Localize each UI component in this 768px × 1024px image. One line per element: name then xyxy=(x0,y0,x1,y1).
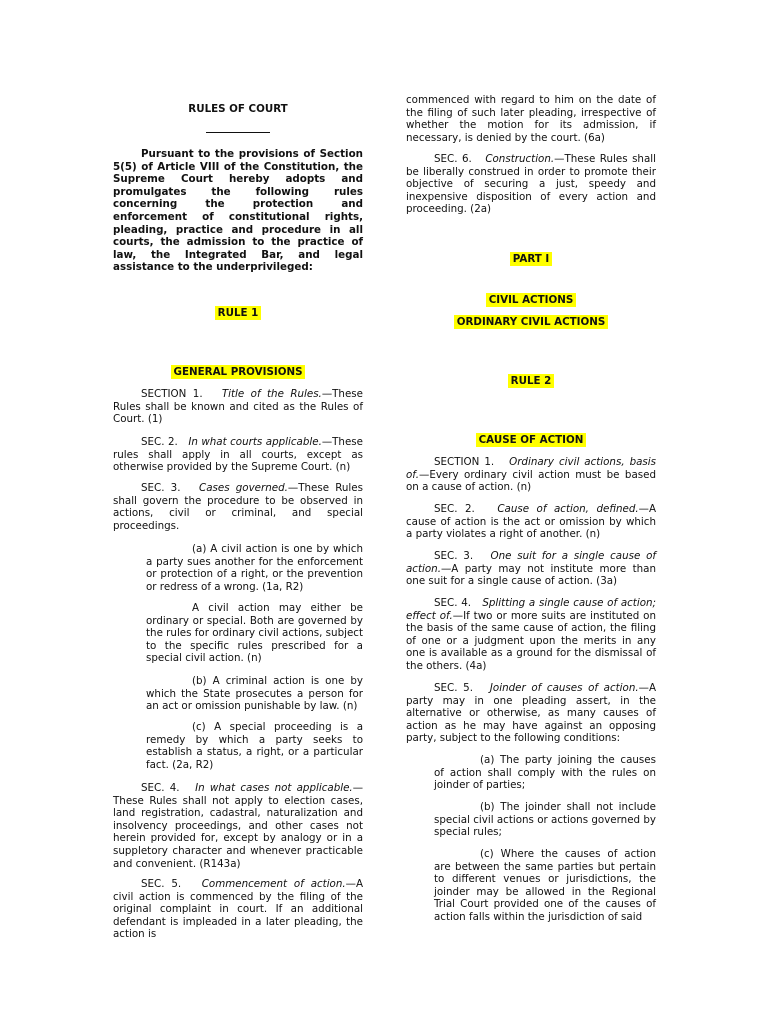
section-6-paragraph: SEC. 6. Construction.—These Rules shall be liberally construed in order to promote their objective of securing a just, speedy and inexpensive disposition of every action and proceeding. (2a) xyxy=(406,153,656,216)
rule-2-section-5-paragraph: SEC. 5. Joinder of causes of action.—A party may in one pleading assert, in the alternative or otherwise, as many causes of action as he may have against an opposing party, subject to the following conditions: xyxy=(406,682,656,745)
section-3-b-paragraph: (b) A criminal action is one by which the State prosecutes a person for an act or omission punishable by law. (n) xyxy=(146,675,363,713)
section-5-continuation: commenced with regard to him on the date of the filing of such later pleading, irrespective of whether the motion for its admission, if necessary, is denied by the court. (6a) xyxy=(406,94,656,144)
civil-actions-heading: CIVIL ACTIONS xyxy=(406,294,656,307)
section-1-paragraph: SECTION 1. Title of the Rules.—These Rules shall be known and cited as the Rules of Court. (1) xyxy=(113,388,363,426)
rule-2-section-3-paragraph: SEC. 3. One suit for a single cause of action.—A party may not institute more than one suit for a single cause of action. (3a) xyxy=(406,550,657,588)
section-3-a-paragraph: (a) A civil action is one by which a party sues another for the enforcement or protection of a right, or the prevention or redress of a wrong. (1a, R2) xyxy=(146,543,363,593)
rule-2-section-5-a-paragraph: (a) The party joining the causes of action shall comply with the rules on joinder of parties; xyxy=(434,754,656,792)
intro-paragraph: Pursuant to the provisions of Section 5(5) of Article VIII of the Constitution, the Supreme Court hereby adopts and promulgates the following rules concerning the protection and enforcement of constitutional rights, pleading, practice and procedure in all courts, the admission to the practice of law, the Integrated Bar, and legal assistance to the underprivileged: xyxy=(113,148,363,274)
section-3-paragraph: SEC. 3. Cases governed.—These Rules shall govern the procedure to be observed in actions, civil or criminal, and special proceedings. xyxy=(113,482,363,532)
part-1-heading: PART I xyxy=(406,253,656,266)
rule-2-section-5-b-paragraph: (b) The joinder shall not include special civil actions or actions governed by special rules; xyxy=(434,801,656,839)
general-provisions-heading: GENERAL PROVISIONS xyxy=(113,366,363,379)
ordinary-civil-actions-heading: ORDINARY CIVIL ACTIONS xyxy=(406,316,656,329)
section-3-a-continued-paragraph: A civil action may either be ordinary or special. Both are governed by the rules for ordinary civil actions, subject to the specific rules prescribed for a special civil action. (n) xyxy=(146,602,363,665)
title-underline xyxy=(113,126,363,139)
rule-2-section-2-paragraph: SEC. 2. Cause of action, defined.—A cause of action is the act or omission by which a party violates a right of another. (n) xyxy=(406,503,656,541)
rule-2-section-1-paragraph: SECTION 1. Ordinary civil actions, basis of.—Every ordinary civil action must be based on a cause of action. (n) xyxy=(406,456,657,494)
section-3-c-paragraph: (c) A special proceeding is a remedy by which a party seeks to establish a status, a right, or a particular fact. (2a, R2) xyxy=(146,721,363,771)
rule-2-heading: RULE 2 xyxy=(406,375,656,388)
rule-2-section-5-c-paragraph: (c) Where the causes of action are between the same parties but pertain to different venues or jurisdictions, the joinder may be allowed in the Regional Trial Court provided one of the causes of action falls within the jurisdiction of said xyxy=(434,848,656,923)
rule-2-section-4-paragraph: SEC. 4. Splitting a single cause of action; effect of.—If two or more suits are instituted on the basis of the same cause of action, the filing of one or a judgment upon the merits in any one is available as a ground for the dismissal of the others. (4a) xyxy=(406,597,657,672)
section-4-paragraph: SEC. 4. In what cases not applicable.—These Rules shall not apply to election cases, land registration, cadastral, naturalization and insolvency proceedings, and other cases not herein provided for, except by analogy or in a suppletory character and whenever practicable and convenient. (R143a) xyxy=(113,782,363,870)
section-2-paragraph: SEC. 2. In what courts applicable.—These rules shall apply in all courts, except as otherwise provided by the Supreme Court. (n) xyxy=(113,436,363,474)
cause-of-action-heading: CAUSE OF ACTION xyxy=(406,434,656,447)
document-title: RULES OF COURT xyxy=(188,103,288,115)
rule-1-heading: RULE 1 xyxy=(113,307,363,320)
section-5-paragraph: SEC. 5. Commencement of action.—A civil action is commenced by the filing of the original complaint in court. If an additional defendant is impleaded in a later pleading, the action is xyxy=(113,878,363,941)
